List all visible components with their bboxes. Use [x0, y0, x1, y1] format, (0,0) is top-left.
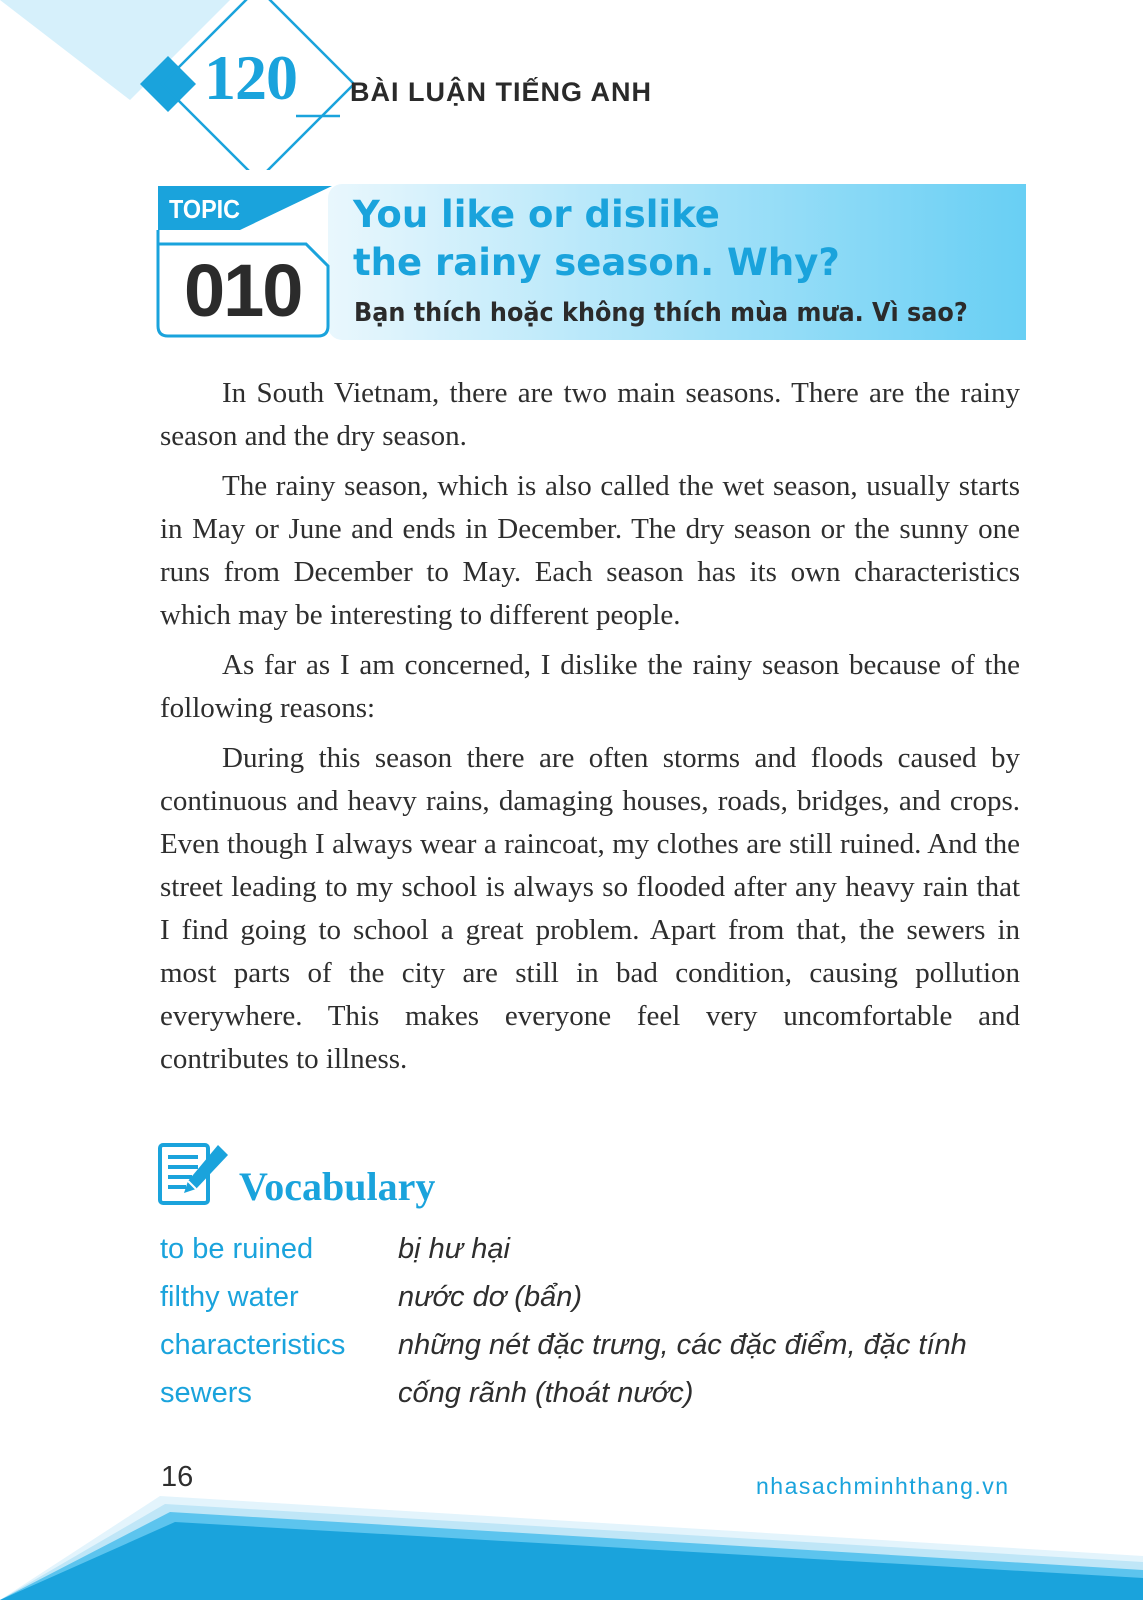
essay-paragraph-2: The rainy season, which is also called the wet season, usually starts in May or June and ends in December. The dry season or the sunny one runs from December to May. Each season has its own characteristics which may be interesting to different people.	[160, 470, 1020, 631]
vocabulary-meaning: những nét đặc trưng, các đặc điểm, đặc tính	[398, 1329, 967, 1361]
essay-paragraph-4: During this season there are often storms and floods caused by continuous and heavy rains, damaging houses, roads, bridges, and crops. Even though I always wear a raincoat, my clothes are still ruined. And the street leading to my school is always so flooded after any heavy rain that I find going to school a great problem. Apart from that, the sewers in most parts of the city are still in bad condition, causing pollution everywhere. This makes everyone feel very uncomfortable and contributes to illness.	[160, 742, 1020, 1075]
essay-body	[160, 372, 1020, 1088]
vocabulary-term: to be ruined	[160, 1233, 314, 1265]
topic-title-line-2: the rainy season. Why?	[353, 241, 840, 284]
vocabulary-list	[160, 1232, 1040, 1424]
vocabulary-heading: Vocabulary	[239, 1164, 436, 1209]
vocabulary-meaning: nước dơ (bẩn)	[398, 1281, 583, 1313]
topic-title-line-1: You like or dislike	[353, 193, 720, 236]
book-number: 120	[204, 42, 297, 113]
notepad-pencil-icon	[158, 1141, 230, 1207]
publisher-site: nhasachminhthang.vn	[756, 1473, 1010, 1499]
vocabulary-item	[160, 1232, 1040, 1280]
essay-paragraph-3: As far as I am concerned, I dislike the rainy season because of the following reasons:	[160, 649, 1020, 724]
vocabulary-term: sewers	[160, 1377, 252, 1409]
vocabulary-item	[160, 1280, 1040, 1328]
vocabulary-item	[160, 1376, 1040, 1424]
essay-paragraph-1: In South Vietnam, there are two main seasons. There are the rainy season and the dry season.	[160, 377, 1020, 452]
vocabulary-meaning: bị hư hại	[398, 1233, 510, 1265]
topic-label: TOPIC	[169, 194, 241, 224]
vocabulary-item	[160, 1328, 1040, 1376]
topic-number: 010	[184, 249, 302, 332]
page-number: 16	[161, 1461, 194, 1493]
book-title: BÀI LUẬN TIẾNG ANH	[350, 77, 652, 107]
topic-subtitle: Bạn thích hoặc không thích mùa mưa. Vì sao?	[354, 298, 968, 328]
vocabulary-term: filthy water	[160, 1281, 299, 1313]
vocabulary-meaning: cống rãnh (thoát nước)	[398, 1377, 694, 1409]
vocabulary-term: characteristics	[160, 1329, 346, 1361]
footer-decoration	[0, 1490, 1143, 1600]
